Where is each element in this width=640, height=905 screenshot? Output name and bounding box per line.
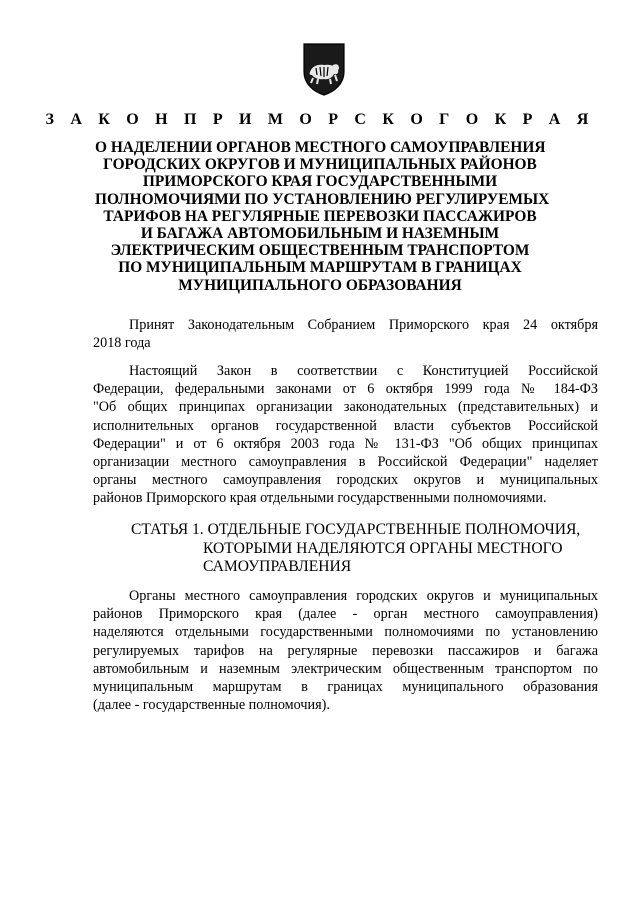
article-body-line: районов Приморского края (далее - орган местного самоуправления) [93, 606, 598, 623]
article-1-body [93, 587, 598, 714]
article-1-heading [131, 521, 580, 577]
subtitle-line: ГОРОДСКИХ ОКРУГОВ И МУНИЦИПАЛЬНЫХ РАЙОНОВ [103, 156, 537, 174]
preamble-line: организации местного самоуправления в Российской Федерации" наделяет [93, 454, 598, 471]
subtitle-line: О НАДЕЛЕНИИ ОРГАНОВ МЕСТНОГО САМОУПРАВЛЕНИЯ [95, 139, 546, 156]
adoption-statement [93, 316, 598, 352]
preamble-line: Федерации" и от 6 октября 2003 года № 131-ФЗ "Об общих принципах [93, 435, 598, 452]
article-heading-line: КОТОРЫМИ НАДЕЛЯЮТСЯ ОРГАНЫ МЕСТНОГО [203, 539, 563, 557]
preamble-line: Настоящий Закон в соответствии с Конституцией Российской [129, 363, 598, 379]
primorsky-krai-coat-of-arms-icon [302, 42, 346, 96]
article-body-line: Органы местного самоуправления городских округов и муниципальных [129, 588, 598, 604]
law-title: З А К О Н П Р И М О Р С К О Г О К Р А Я [45, 111, 595, 128]
preamble-line: органы местного самоуправления городских округов и муниципальных [93, 472, 598, 489]
preamble-line: "Об общих принципах организации законодательных (представительных) и [93, 399, 598, 416]
article-heading-line: СТАТЬЯ 1. ОТДЕЛЬНЫЕ ГОСУДАРСТВЕННЫЕ ПОЛНОМОЧИЯ, [131, 521, 581, 538]
subtitle-line: ПО МУНИЦИПАЛЬНЫМ МАРШРУТАМ В ГРАНИЦАХ [118, 259, 522, 277]
article-body-line: автомобильным и наземным электрическим общественным транспортом по [93, 660, 598, 677]
adoption-line: Принят Законодательным Собранием Приморского края 24 октября [129, 317, 598, 333]
preamble-line: районов Приморского края отдельными государственными полномочиями. [93, 490, 547, 507]
preamble-line: Федерации, федеральными законами от 6 октября 1999 года № 184-ФЗ [93, 381, 598, 398]
subtitle-line: ПРИМОРСКОГО КРАЯ ГОСУДАРСТВЕННЫМИ [142, 173, 498, 191]
subtitle-line: ТАРИФОВ НА РЕГУЛЯРНЫЕ ПЕРЕВОЗКИ ПАССАЖИРОВ [103, 207, 537, 225]
preamble-line: исполнительных органов государственной власти субъектов Российской [93, 417, 598, 434]
article-body-line: регулируемых тарифов на регулярные перевозки пассажиров и багажа [93, 642, 598, 659]
subtitle-line: МУНИЦИПАЛЬНОГО ОБРАЗОВАНИЯ [178, 276, 462, 294]
subtitle-line: ПОЛНОМОЧИЯМИ ПО УСТАНОВЛЕНИЮ РЕГУЛИРУЕМЫХ [95, 190, 550, 208]
law-subtitle [95, 139, 550, 294]
adoption-line: 2018 года [93, 335, 151, 352]
article-body-line: (далее - государственные полномочия). [93, 697, 330, 714]
article-heading-line: САМОУПРАВЛЕНИЯ [203, 558, 352, 576]
preamble-paragraph [93, 362, 598, 508]
subtitle-line: И БАГАЖА АВТОМОБИЛЬНЫМ И НАЗЕМНЫМ [140, 225, 500, 243]
article-body-line: наделяются отдельными государственными полномочиями по установлению [93, 624, 598, 641]
article-body-line: муниципальным маршрутам в границах муниципального образования [93, 679, 598, 696]
subtitle-line: ЭЛЕКТРИЧЕСКИМ ОБЩЕСТВЕННЫМ ТРАНСПОРТОМ [110, 242, 530, 260]
